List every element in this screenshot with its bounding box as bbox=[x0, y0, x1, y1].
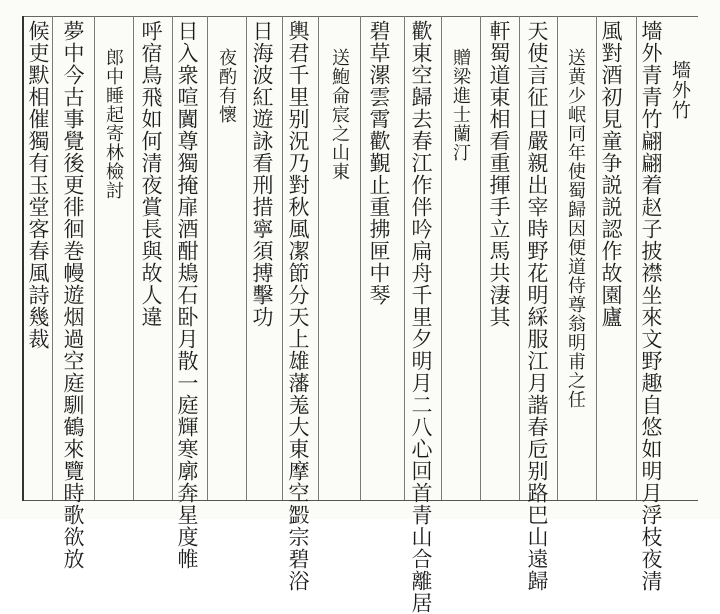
column-rule bbox=[172, 16, 173, 500]
text-column-11: 日海波紅遊詠看刑措寧須搏擊功 bbox=[250, 20, 274, 328]
column-rule bbox=[133, 16, 134, 500]
column-rule bbox=[52, 16, 53, 500]
text-column-13: 日入衆喧闐尊獨掩扉酒酣鳺石卧月散一庭輝寒廓奔星度帷 bbox=[175, 20, 199, 570]
column-rule bbox=[441, 16, 442, 500]
text-column-3: 送黄少岷同年使蜀歸因便道侍尊翁明甫之任 bbox=[565, 48, 586, 409]
text-column-1: 墻外青青竹翩翩着赵子披襟坐來文野趣自悠如明月浮枝夜清 bbox=[639, 20, 663, 592]
text-column-12: 夜酌有懷 bbox=[216, 48, 237, 124]
frame-bottom-rule bbox=[22, 500, 698, 501]
text-column-15: 郎中睡起寄林檢討 bbox=[103, 48, 124, 200]
column-rule bbox=[360, 16, 361, 500]
frame-left-rule bbox=[22, 16, 24, 501]
text-column-9: 送鮑侖宸之山東 bbox=[329, 48, 350, 181]
text-column-14: 呼宿鳥飛如何清夜賞長與故人違 bbox=[139, 20, 163, 328]
column-rule bbox=[480, 16, 481, 500]
column-rule bbox=[94, 16, 95, 500]
column-rule bbox=[246, 16, 247, 500]
column-rule bbox=[282, 16, 283, 500]
page-title: 墻外竹 bbox=[669, 60, 691, 120]
text-column-8: 碧草漯雲霄歡覲止重拂匣中琴 bbox=[367, 20, 391, 306]
column-rule bbox=[318, 16, 319, 500]
column-rule bbox=[596, 16, 597, 500]
column-rule bbox=[557, 16, 558, 500]
text-column-10: 輿君千里别況乃對秋風㓗節分天上雄藩羗大東摩空𣪰宗碧浴 bbox=[286, 20, 310, 592]
column-rule bbox=[404, 16, 405, 500]
column-rule bbox=[519, 16, 520, 500]
text-column-2: 風對酒初見童争説説認作故園廬 bbox=[599, 20, 623, 328]
text-column-17: 候吏默相催獨有玉堂客春風詩幾裁 bbox=[26, 20, 50, 350]
column-rule bbox=[207, 16, 208, 500]
column-rule bbox=[636, 16, 637, 500]
text-column-16: 夢中今古事覺後更徘徊巻幔遊烟過空庭馴鶴來覽時歌欲放 bbox=[61, 20, 85, 570]
text-column-6: 贈梁進士蘭汀 bbox=[450, 48, 471, 162]
text-column-7: 歡東空歸去春江作伴吟扁舟千里夕明月二八心回首青山合離居 bbox=[409, 20, 433, 614]
text-column-5: 軒蜀道東相看重揮手立馬共淒其 bbox=[487, 20, 511, 328]
text-column-4: 天使言征日嚴親出宰時野花明綵服江月諧春卮别路巴山遠歸 bbox=[525, 20, 549, 592]
